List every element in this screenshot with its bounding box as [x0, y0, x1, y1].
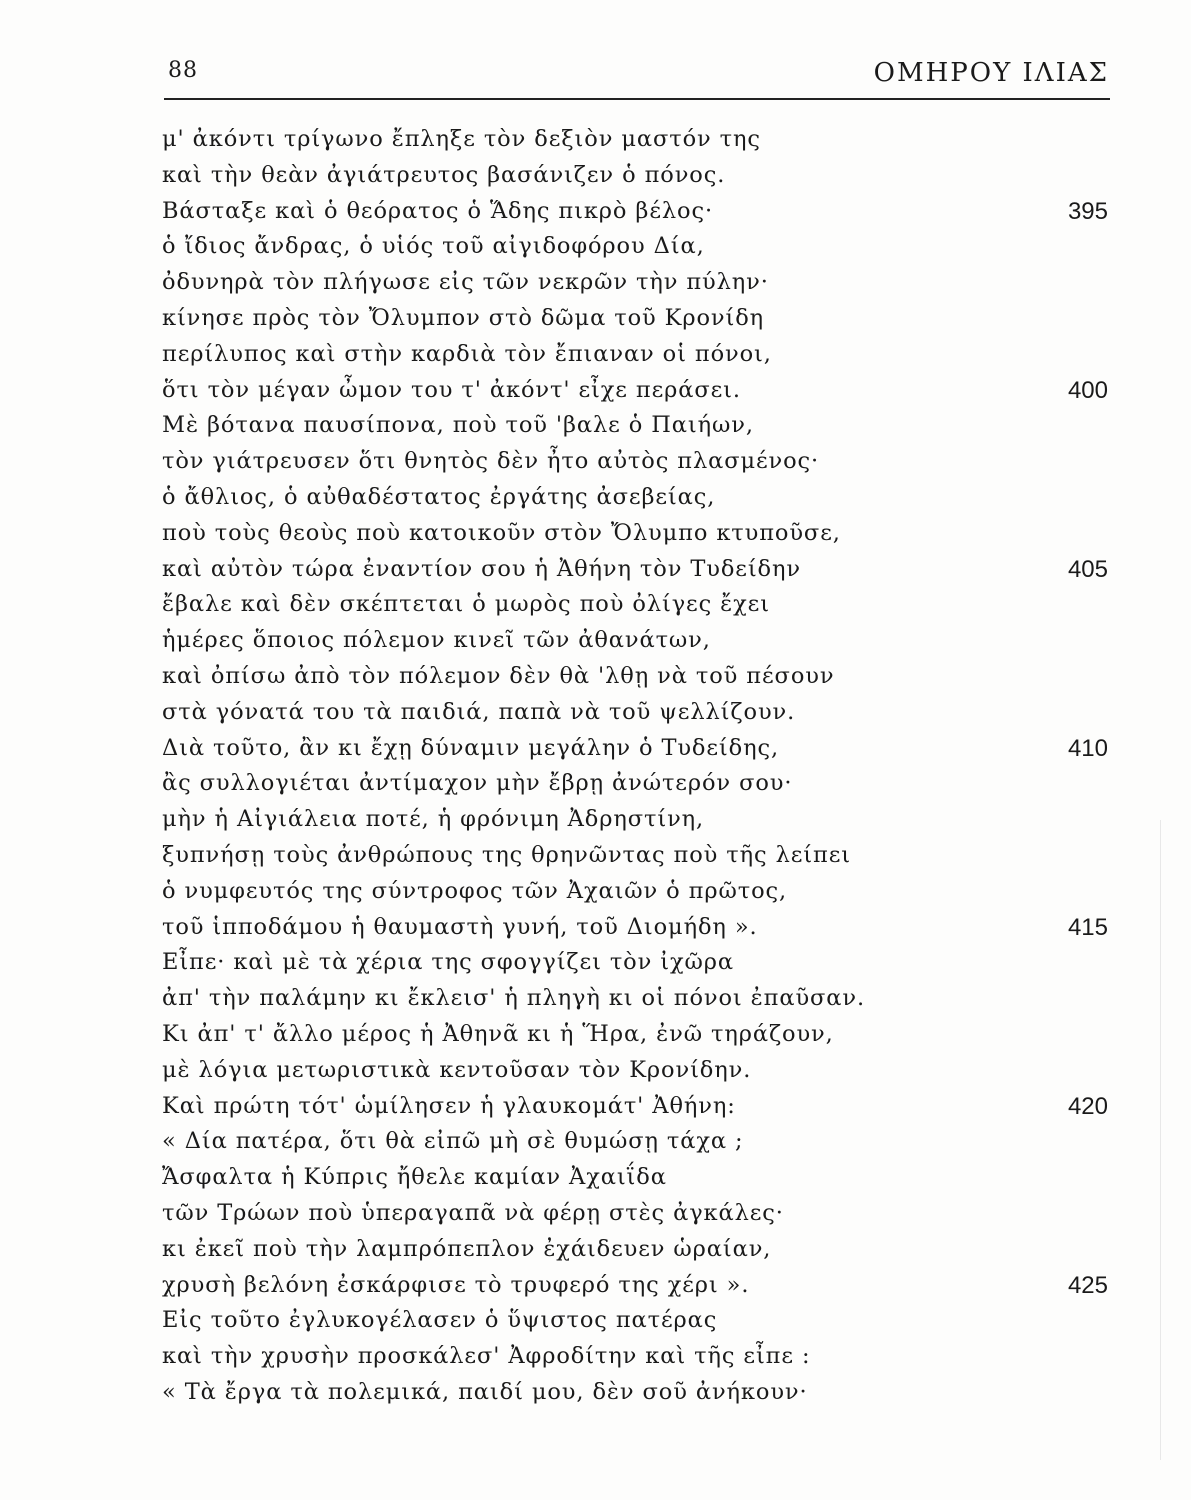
verse-text: ὅτι τὸν μέγαν ὦμον του τ' ἀκόντ' εἶχε περάσει. [162, 376, 741, 403]
verse-list [162, 122, 1122, 1411]
line-number: 400 [1067, 376, 1108, 404]
verse-line [162, 1053, 1122, 1089]
verse-line [162, 1017, 1122, 1053]
verse-text: κίνησε πρὸς τὸν Ὄλυμπον στὸ δῶμα τοῦ Κρονίδη [162, 304, 765, 331]
verse-text: μὴν ἡ Αἰγιάλεια ποτέ, ἡ φρόνιμη Ἀδρηστίνη, [162, 806, 705, 833]
verse-line [162, 1303, 1122, 1339]
verse-line [162, 910, 1122, 946]
line-number: 410 [1067, 734, 1108, 762]
verse-text: μ' ἀκόντι τρίγωνο ἔπληξε τὸν δεξιὸν μαστόν της [162, 126, 761, 152]
verse-text: τοῦ ἱπποδάμου ἡ θαυμαστὴ γυνή, τοῦ Διομήδη ». [162, 913, 758, 940]
verse-text: τὸν γιάτρευσεν ὅτι θνητὸς δὲν ἦτο αὐτὸς πλασμένος· [162, 448, 820, 475]
verse-line [162, 516, 1122, 552]
verse-text: ὁ νυμφευτός της σύντροφος τῶν Ἀχαιῶν ὁ πρῶτος, [162, 877, 788, 904]
verse-text: ἔβαλε καὶ δὲν σκέπτεται ὁ μωρὸς ποὺ ὀλίγες ἔχει [162, 591, 770, 618]
verse-line [162, 373, 1122, 409]
verse-text: ὁ ἴδιος ἄνδρας, ὁ υἱός τοῦ αἰγιδοφόρου Δία, [162, 233, 705, 260]
verse-line [162, 1160, 1122, 1196]
verse-line [162, 766, 1122, 802]
line-number: 405 [1067, 555, 1108, 583]
verse-line [162, 1124, 1122, 1160]
verse-text: καὶ τὴν θεὰν ἀγιάτρευτος βασάνιζεν ὁ πόνος. [162, 161, 726, 188]
verse-text: ὀδυνηρὰ τὸν πλήγωσε εἰς τῶν νεκρῶν τὴν πύλην· [162, 269, 769, 296]
verse-line [162, 731, 1122, 767]
verse-line [162, 981, 1122, 1017]
verse-text: ὁ ἄθλιος, ὁ αὐθαδέστατος ἐργάτης ἀσεβείας, [162, 483, 716, 510]
verse-line [162, 552, 1122, 588]
verse-line [162, 158, 1122, 194]
verse-text: καὶ τὴν χρυσὴν προσκάλεσ' Ἀφροδίτην καὶ τῆς εἶπε : [162, 1343, 811, 1370]
verse-line [162, 301, 1122, 337]
verse-text: « Τὰ ἔργα τὰ πολεμικά, παιδί μου, δὲν σοῦ ἀνήκουν· [162, 1378, 808, 1405]
verse-line [162, 802, 1122, 838]
verse-line [162, 1232, 1122, 1268]
verse-text: καὶ αὐτὸν τώρα ἐναντίον σου ἡ Ἀθήνη τὸν Τυδείδην [162, 555, 801, 582]
verse-line [162, 229, 1122, 265]
verse-text: ποὺ τοὺς θεοὺς ποὺ κατοικοῦν στὸν Ὄλυμπο κτυποῦσε, [162, 519, 841, 546]
verse-line [162, 265, 1122, 301]
verse-line [162, 838, 1122, 874]
verse-text: μὲ λόγια μετωριστικὰ κεντοῦσαν τὸν Κρονίδην. [162, 1056, 752, 1083]
verse-line [162, 587, 1122, 623]
verse-text: Βάσταξε καὶ ὁ θεόρατος ὁ Ἅδης πικρὸ βέλος· [162, 197, 714, 224]
verse-text: Εἶπε· καὶ μὲ τὰ χέρια της σφογγίζει τὸν ἰχῶρα [162, 949, 734, 976]
verse-line [162, 659, 1122, 695]
verse-text: ξυπνήσῃ τοὺς ἀνθρώπους της θρηνῶντας ποὺ τῆς λείπει [162, 841, 851, 868]
verse-text: στὰ γόνατά του τὰ παιδιά, παπὰ νὰ τοῦ ψελλίζουν. [162, 698, 796, 725]
verse-line [162, 194, 1122, 230]
verse-text: καὶ ὀπίσω ἀπὸ τὸν πόλεμον δὲν θὰ 'λθῃ νὰ τοῦ πέσουν [162, 662, 835, 689]
verse-text: « Δία πατέρα, ὅτι θὰ εἰπῶ μὴ σὲ θυμώσῃ τάχα ; [162, 1128, 744, 1155]
verse-text: κι ἐκεῖ ποὺ τὴν λαμπρόπεπλον ἐχάιδευεν ὡραίαν, [162, 1235, 772, 1262]
verse-line [162, 408, 1122, 444]
verse-text: Καὶ πρώτη τότ' ὡμίλησεν ἡ γλαυκομάτ' Ἀθήνη: [162, 1092, 736, 1119]
verse-text: Διὰ τοῦτο, ἂν κι ἔχῃ δύναμιν μεγάλην ὁ Τυδείδης, [162, 734, 780, 761]
verse-line [162, 1196, 1122, 1232]
verse-text: ἀπ' τὴν παλάμην κι ἔκλεισ' ἡ πληγὴ κι οἱ πόνοι ἐπαῦσαν. [162, 985, 865, 1012]
verse-line [162, 623, 1122, 659]
verse-line [162, 1375, 1122, 1411]
line-number: 395 [1067, 197, 1108, 225]
verse-text: Κι ἀπ' τ' ἄλλο μέρος ἡ Ἀθηνᾶ κι ἡ Ἥρα, ἐνῶ τηράζουν, [162, 1020, 834, 1047]
verse-text: περίλυπος καὶ στὴν καρδιὰ τὸν ἔπιαναν οἱ πόνοι, [162, 340, 772, 367]
verse-text: Ἄσφαλτα ἡ Κύπρις ἤθελε καμίαν Ἀχαιΐδα [162, 1164, 667, 1191]
line-number: 415 [1067, 913, 1108, 941]
line-number: 425 [1067, 1271, 1108, 1299]
verse-line [162, 480, 1122, 516]
verse-line [162, 1089, 1122, 1125]
running-title: ΟΜΗΡΟΥ ΙΛΙΑΣ [873, 58, 1109, 88]
verse-line [162, 1339, 1122, 1375]
line-number: 420 [1067, 1092, 1108, 1120]
verse-line [162, 1268, 1122, 1304]
page-number: 88 [168, 58, 198, 83]
verse-text: τῶν Τρώων ποὺ ὑπεραγαπᾶ νὰ φέρῃ στὲς ἀγκάλες· [162, 1199, 784, 1226]
verse-line [162, 945, 1122, 981]
verse-text: Μὲ βότανα παυσίπονα, ποὺ τοῦ 'βαλε ὁ Παιήων, [162, 412, 754, 439]
verse-line [162, 122, 1122, 158]
verse-text: ἂς συλλογιέται ἀντίμαχον μὴν ἔβρῃ ἀνώτερόν σου· [162, 770, 793, 797]
verse-line [162, 874, 1122, 910]
verse-line [162, 444, 1122, 480]
verse-line [162, 695, 1122, 731]
verse-line [162, 337, 1122, 373]
verse-text: ἡμέρες ὅποιος πόλεμον κινεῖ τῶν ἀθανάτων, [162, 627, 711, 654]
page-edge-shadow [1160, 820, 1161, 1460]
header-rule [164, 98, 1110, 100]
verse-text: χρυσὴ βελόνη ἐσκάρφισε τὸ τρυφερό της χέρι ». [162, 1271, 750, 1298]
verse-text: Εἰς τοῦτο ἐγλυκογέλασεν ὁ ὕψιστος πατέρας [162, 1307, 718, 1334]
